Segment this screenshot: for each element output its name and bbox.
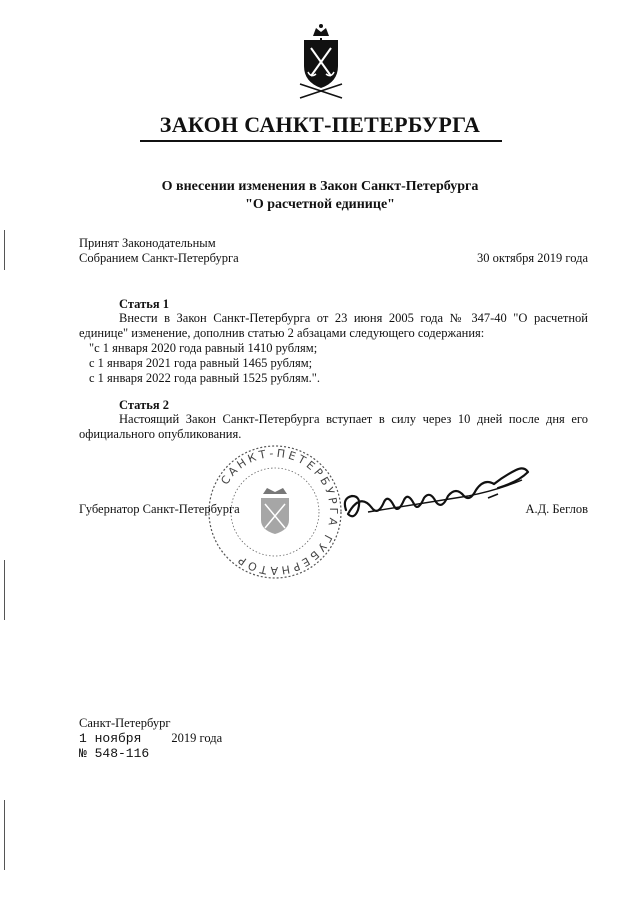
coat-of-arms-emblem bbox=[296, 22, 346, 100]
article-1-items bbox=[89, 341, 320, 386]
scan-edge-mark bbox=[4, 800, 5, 870]
scan-edge-mark bbox=[4, 230, 5, 270]
svg-text:САНКТ-ПЕТЕРБУРГА ГУБЕРНАТОР: САНКТ-ПЕТЕРБУРГА ГУБЕРНАТОР bbox=[218, 446, 341, 578]
adoption-line-1: Принят Законодательным bbox=[79, 236, 216, 250]
law-number bbox=[79, 746, 149, 761]
law-number-value: № 548-116 bbox=[79, 746, 150, 761]
signing-date-day: 1 ноября bbox=[79, 731, 142, 746]
law-subject bbox=[0, 178, 640, 214]
article-1-item: с 1 января 2022 года равный 1525 рублям.". bbox=[89, 371, 320, 385]
article-2-text: Настоящий Закон Санкт-Петербурга вступает в силу через 10 дней после дня его официального опубликования. bbox=[79, 412, 588, 441]
article-1-item: с 1 января 2021 года равный 1465 рублям; bbox=[89, 356, 313, 370]
signatory-position: Губернатор Санкт-Петербурга bbox=[79, 502, 240, 516]
article-1-text: Внести в Закон Санкт-Петербурга от 23 июня 2005 года № 347-40 "О расчетной единице" изменение, дополнив статью 2 абзацами следующего содержания: bbox=[79, 311, 588, 340]
subject-line-1: О внесении изменения в Закон Санкт-Петербурга bbox=[161, 179, 479, 194]
title-underline bbox=[140, 140, 502, 142]
article-2-heading: Статья 2 bbox=[119, 398, 169, 412]
adoption-date: 30 октября 2019 года bbox=[476, 251, 588, 265]
signing-city: Санкт-Петербург bbox=[79, 716, 171, 730]
scan-edge-mark bbox=[4, 560, 5, 620]
adoption-info bbox=[79, 236, 239, 266]
handwritten-signature bbox=[338, 452, 538, 532]
document-title: ЗАКОН САНКТ-ПЕТЕРБУРГА bbox=[159, 112, 481, 137]
article-1-heading: Статья 1 bbox=[119, 297, 169, 311]
signing-date-year: 2019 года bbox=[171, 731, 223, 745]
signing-date bbox=[79, 731, 222, 746]
signatory-name: А.Д. Беглов bbox=[525, 502, 588, 516]
subject-line-2: "О расчетной единице" bbox=[245, 197, 395, 212]
adoption-line-2: Собранием Санкт-Петербурга bbox=[79, 251, 239, 265]
article-1-item: "с 1 января 2020 года равный 1410 рублям; bbox=[89, 341, 318, 355]
